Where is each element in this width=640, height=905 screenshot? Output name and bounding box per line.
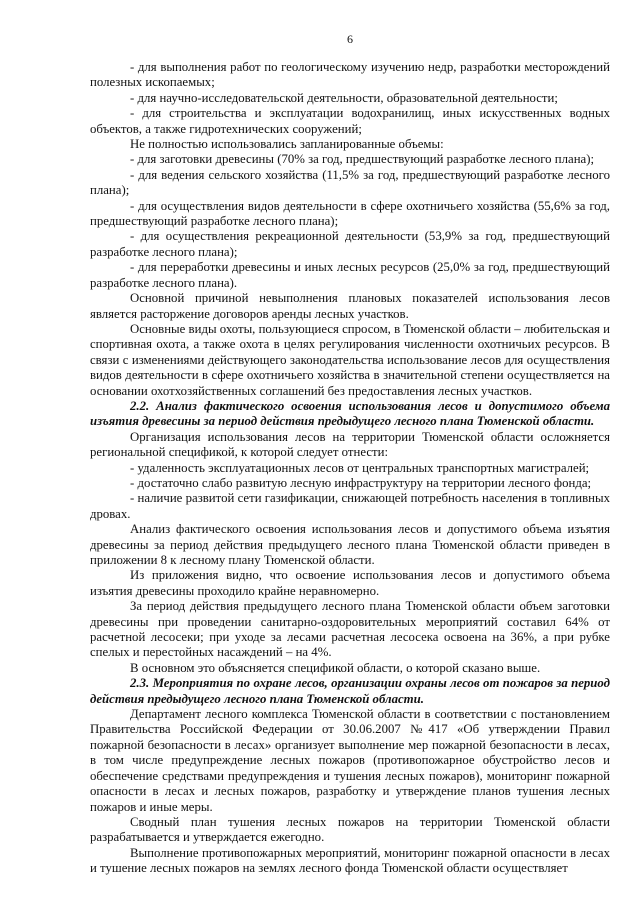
paragraph: - для ведения сельского хозяйства (11,5% за год, предшествующий разработке лесного плана);: [90, 167, 610, 198]
section-heading: 2.3. Мероприятия по охране лесов, организации охраны лесов от пожаров за период действия предыдущего лесного плана Тюменской области.: [90, 676, 610, 706]
paragraph: Сводный план тушения лесных пожаров на территории Тюменской области разрабатывается и утверждается ежегодно.: [90, 814, 610, 845]
paragraph: За период действия предыдущего лесного плана Тюменской области объем заготовки древесины при проведении санитарно-оздоровительных мероприятий составил 64% от расчетной лесосеки; при уходе за лесами расчетная лесосека освоена на 36%, а при рубке спелых и перестойных насаждений – на 4%.: [90, 599, 610, 660]
paragraph: - для переработки древесины и иных лесных ресурсов (25,0% за год, предшествующий разработке лесного плана).: [90, 260, 610, 290]
paragraph: Организация использования лесов на территории Тюменской области осложняется региональной спецификой, к которой следует отнести:: [90, 429, 610, 460]
paragraph: - для осуществления рекреационной деятельности (53,9% за год, предшествующий разработке лесного плана);: [90, 229, 610, 259]
paragraph: - достаточно слабо развитую лесную инфраструктуру на территории лесного фонда;: [130, 475, 592, 490]
document-body: [90, 60, 610, 877]
paragraph: Анализ фактического освоения использования лесов и допустимого объема изъятия древесины за период действия предыдущего лесного плана Тюменской области приведен в приложении 8 к лесному плану Тюменской области.: [90, 522, 610, 567]
paragraph: Основные виды охоты, пользующиеся спросом, в Тюменской области – любительская и спортивная охота, а также охота в целях регулирования численности охотничьих ресурсов. В связи с изменениями действующего законодательства использование лесов для осуществления видов деятельности в сфере охотничьего хозяйства в значительной степени осуществляется на основании охотхозяйственных соглашений без предоставления лесных участков.: [90, 321, 610, 398]
paragraph: В основном это объясняется спецификой области, о которой сказано выше.: [130, 660, 541, 675]
paragraph: - для выполнения работ по геологическому изучению недр, разработки месторождений полезных ископаемых;: [90, 60, 610, 90]
paragraph: Выполнение противопожарных мероприятий, мониторинг пожарной опасности в лесах и тушение лесных пожаров на землях лесного фонда Тюменской области осуществляет: [90, 845, 610, 876]
document-page: [90, 0, 610, 905]
paragraph: Департамент лесного комплекса Тюменской области в соответствии с постановлением Правительства Российской Федерации от 30.06.2007 №417 «Об утверждении Правил пожарной безопасности в лесах» организует выполнение мер пожарной безопасности в лесах, в том числе предупреждение лесных пожаров (противопожарное обустройство лесов и обеспечение средствами предупреждения и тушения лесных пожаров), мониторинг пожарной опасности в лесах и лесных пожаров, разработку и утверждение планов тушения лесных пожаров и иные меры.: [90, 707, 610, 814]
paragraph: Не полностью использовались запланированные объемы:: [130, 137, 444, 152]
paragraph: - удаленность эксплуатационных лесов от центральных транспортных магистралей;: [130, 460, 590, 475]
section-heading: 2.2. Анализ фактического освоения использования лесов и допустимого объема изъятия древесины за период действия предыдущего лесного плана Тюменской области.: [90, 398, 610, 429]
paragraph: - для научно-исследовательской деятельности, образовательной деятельности;: [130, 90, 558, 105]
paragraph: - для заготовки древесины (70% за год, предшествующий разработке лесного плана);: [130, 152, 595, 167]
paragraph: Основной причиной невыполнения плановых показателей использования лесов является расторжение договоров аренды лесных участков.: [90, 291, 610, 321]
paragraph: - для осуществления видов деятельности в сфере охотничьего хозяйства (55,6% за год, предшествующий разработке лесного плана);: [90, 198, 610, 229]
paragraph: - наличие развитой сети газификации, снижающей потребность населения в топливных дровах.: [90, 491, 610, 521]
paragraph: Из приложения видно, что освоение использования лесов и допустимого объема изъятия древесины проходило крайне неравномерно.: [90, 568, 610, 598]
page-number: 6: [347, 32, 353, 46]
paragraph: - для строительства и эксплуатации водохранилищ, иных искусственных водных объектов, а также гидротехнических сооружений;: [90, 106, 610, 136]
